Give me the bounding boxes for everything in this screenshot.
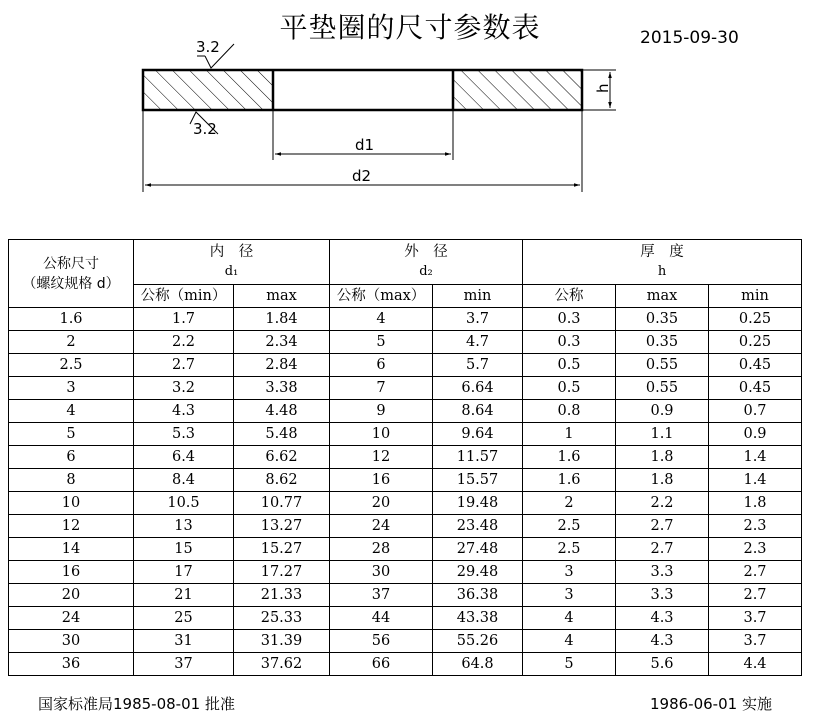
table-cell: 0.45: [709, 377, 802, 400]
table-cell: 0.25: [709, 308, 802, 331]
table-cell: 36.38: [433, 584, 523, 607]
header-outer-label: 外 径: [404, 244, 448, 260]
table-cell: 0.9: [709, 423, 802, 446]
table-cell: 3.2: [134, 377, 234, 400]
table-cell: 1.8: [616, 469, 709, 492]
table-cell: 37: [330, 584, 433, 607]
table-cell: 2.3: [709, 515, 802, 538]
table-cell: 55.26: [433, 630, 523, 653]
table-row: [9, 561, 802, 584]
header-inner-diameter: [134, 240, 330, 285]
table-cell: 1.8: [709, 492, 802, 515]
table-cell: 1: [523, 423, 616, 446]
table-cell: 10.5: [134, 492, 234, 515]
table-cell: 2.7: [709, 584, 802, 607]
table-cell: 15.27: [234, 538, 330, 561]
table-cell: 44: [330, 607, 433, 630]
table-row: [9, 331, 802, 354]
table-cell: 6: [9, 446, 134, 469]
table-row: [9, 354, 802, 377]
table-cell: 16: [9, 561, 134, 584]
table-cell: 5: [330, 331, 433, 354]
table-cell: 13: [134, 515, 234, 538]
table-row: [9, 446, 802, 469]
table-cell: 3.7: [433, 308, 523, 331]
table-cell: 6.4: [134, 446, 234, 469]
table-cell: 12: [9, 515, 134, 538]
table-row: [9, 423, 802, 446]
header-inner-symbol: d₁: [224, 264, 239, 279]
table-cell: 1.8: [616, 446, 709, 469]
document-date: 2015-09-30: [640, 28, 739, 48]
footer-implementation: 1986-06-01 实施: [650, 695, 772, 713]
dimension-d2-label: d2: [352, 167, 372, 185]
table-cell: 1.7: [134, 308, 234, 331]
table-cell: 37: [134, 653, 234, 676]
table-cell: 2.34: [234, 331, 330, 354]
table-cell: 4.3: [616, 630, 709, 653]
table-cell: 0.55: [616, 354, 709, 377]
table-body: [9, 308, 802, 676]
table-cell: 5: [523, 653, 616, 676]
table-cell: 10: [9, 492, 134, 515]
header-outer-diameter: [330, 240, 523, 285]
table-cell: 64.8: [433, 653, 523, 676]
table-cell: 30: [330, 561, 433, 584]
table-cell: 27.48: [433, 538, 523, 561]
header-nominal-label: 公称尺寸: [43, 255, 99, 272]
subheader-cell: min: [433, 285, 523, 308]
table-cell: 3.7: [709, 607, 802, 630]
table-cell: 3.3: [616, 561, 709, 584]
table-cell: 0.55: [616, 377, 709, 400]
table-cell: 43.38: [433, 607, 523, 630]
table-row: [9, 538, 802, 561]
table-cell: 66: [330, 653, 433, 676]
table-row: [9, 308, 802, 331]
table-row: [9, 515, 802, 538]
table-cell: 4.4: [709, 653, 802, 676]
table-cell: 1.6: [523, 446, 616, 469]
table-cell: 4.48: [234, 400, 330, 423]
table-cell: 0.35: [616, 308, 709, 331]
table-cell: 2.3: [709, 538, 802, 561]
table-cell: 3.38: [234, 377, 330, 400]
table-cell: 37.62: [234, 653, 330, 676]
table-cell: 0.5: [523, 377, 616, 400]
header-thickness-label: 厚 度: [640, 244, 684, 260]
table-row: [9, 653, 802, 676]
table-cell: 3: [523, 584, 616, 607]
header-thickness-symbol: h: [657, 264, 667, 279]
table-cell: 4: [523, 630, 616, 653]
table-row: [9, 607, 802, 630]
header-nominal-sublabel: （螺纹规格 d）: [22, 275, 120, 292]
table-cell: 15.57: [433, 469, 523, 492]
table-cell: 11.57: [433, 446, 523, 469]
table-cell: 4.3: [134, 400, 234, 423]
table-cell: 0.45: [709, 354, 802, 377]
table-cell: 2.2: [616, 492, 709, 515]
table-cell: 0.3: [523, 331, 616, 354]
table-cell: 1.4: [709, 469, 802, 492]
table-cell: 0.5: [523, 354, 616, 377]
dimension-h-label: h: [594, 83, 612, 93]
table-cell: 8.62: [234, 469, 330, 492]
washer-body: [143, 70, 582, 110]
table-row: [9, 630, 802, 653]
table-cell: 9: [330, 400, 433, 423]
table-cell: 25: [134, 607, 234, 630]
table-row: [9, 469, 802, 492]
table-cell: 2.5: [523, 515, 616, 538]
table-cell: 5.3: [134, 423, 234, 446]
table-cell: 1.6: [523, 469, 616, 492]
table-cell: 13.27: [234, 515, 330, 538]
page-title: 平垫圈的尺寸参数表: [279, 11, 541, 44]
table-cell: 31: [134, 630, 234, 653]
table-cell: 14: [9, 538, 134, 561]
washer-dimensions-table: [8, 239, 802, 676]
table-cell: 2.5: [523, 538, 616, 561]
table-cell: 6: [330, 354, 433, 377]
table-cell: 5.6: [616, 653, 709, 676]
table-cell: 28: [330, 538, 433, 561]
table-cell: 12: [330, 446, 433, 469]
table-cell: 5: [9, 423, 134, 446]
table-cell: 4.7: [433, 331, 523, 354]
table-cell: 17: [134, 561, 234, 584]
table-cell: 20: [9, 584, 134, 607]
table-cell: 17.27: [234, 561, 330, 584]
table-cell: 15: [134, 538, 234, 561]
table-cell: 3: [9, 377, 134, 400]
table-row: [9, 400, 802, 423]
table-cell: 0.3: [523, 308, 616, 331]
table-cell: 3: [523, 561, 616, 584]
dimension-d1-label: d1: [355, 136, 375, 154]
subheader-cell: 公称（min）: [134, 285, 234, 308]
table-cell: 19.48: [433, 492, 523, 515]
table-cell: 1.84: [234, 308, 330, 331]
table-cell: 1.4: [709, 446, 802, 469]
table-cell: 7: [330, 377, 433, 400]
table-cell: 8.64: [433, 400, 523, 423]
table-cell: 24: [9, 607, 134, 630]
table-cell: 2.7: [616, 515, 709, 538]
table-cell: 1.1: [616, 423, 709, 446]
table-cell: 4: [523, 607, 616, 630]
table-cell: 2.7: [134, 354, 234, 377]
table-cell: 8: [9, 469, 134, 492]
washer-cross-section-drawing: [0, 0, 820, 235]
table-cell: 5.7: [433, 354, 523, 377]
table-cell: 36: [9, 653, 134, 676]
table-cell: 2: [523, 492, 616, 515]
table-cell: 6.62: [234, 446, 330, 469]
table-row: [9, 492, 802, 515]
table-cell: 2: [9, 331, 134, 354]
table-cell: 0.35: [616, 331, 709, 354]
table-cell: 30: [9, 630, 134, 653]
subheader-cell: max: [234, 285, 330, 308]
table-row: [9, 377, 802, 400]
table-cell: 2.2: [134, 331, 234, 354]
table-row: [9, 584, 802, 607]
roughness-label-bottom: 3.2: [193, 120, 217, 138]
table-cell: 56: [330, 630, 433, 653]
table-cell: 9.64: [433, 423, 523, 446]
table-header-row-group: [9, 240, 802, 285]
table-cell: 0.9: [616, 400, 709, 423]
table-cell: 31.39: [234, 630, 330, 653]
table-cell: 23.48: [433, 515, 523, 538]
subheader-cell: 公称: [523, 285, 616, 308]
table-cell: 4: [9, 400, 134, 423]
table-cell: 4: [330, 308, 433, 331]
table-cell: 2.7: [709, 561, 802, 584]
header-thickness: [523, 240, 802, 285]
table-cell: 2.84: [234, 354, 330, 377]
table-cell: 21.33: [234, 584, 330, 607]
table-cell: 3.3: [616, 584, 709, 607]
table-cell: 8.4: [134, 469, 234, 492]
table-cell: 3.7: [709, 630, 802, 653]
table-cell: 6.64: [433, 377, 523, 400]
table-cell: 2.7: [616, 538, 709, 561]
table-cell: 25.33: [234, 607, 330, 630]
header-nominal-size: [9, 240, 134, 308]
table-cell: 20: [330, 492, 433, 515]
roughness-label-top: 3.2: [196, 38, 220, 56]
table-cell: 10: [330, 423, 433, 446]
table-cell: 10.77: [234, 492, 330, 515]
footer-approval: 国家标准局1985-08-01 批准: [38, 695, 235, 713]
table-cell: 0.8: [523, 400, 616, 423]
table-cell: 5.48: [234, 423, 330, 446]
table-cell: 0.7: [709, 400, 802, 423]
table-cell: 24: [330, 515, 433, 538]
header-inner-label: 内 径: [209, 244, 254, 260]
table-cell: 0.25: [709, 331, 802, 354]
subheader-cell: min: [709, 285, 802, 308]
table-cell: 21: [134, 584, 234, 607]
table-cell: 4.3: [616, 607, 709, 630]
table-cell: 16: [330, 469, 433, 492]
table-cell: 2.5: [9, 354, 134, 377]
subheader-cell: 公称（max）: [330, 285, 433, 308]
header-outer-symbol: d₂: [419, 264, 433, 279]
table-cell: 1.6: [9, 308, 134, 331]
subheader-cell: max: [616, 285, 709, 308]
table-cell: 29.48: [433, 561, 523, 584]
